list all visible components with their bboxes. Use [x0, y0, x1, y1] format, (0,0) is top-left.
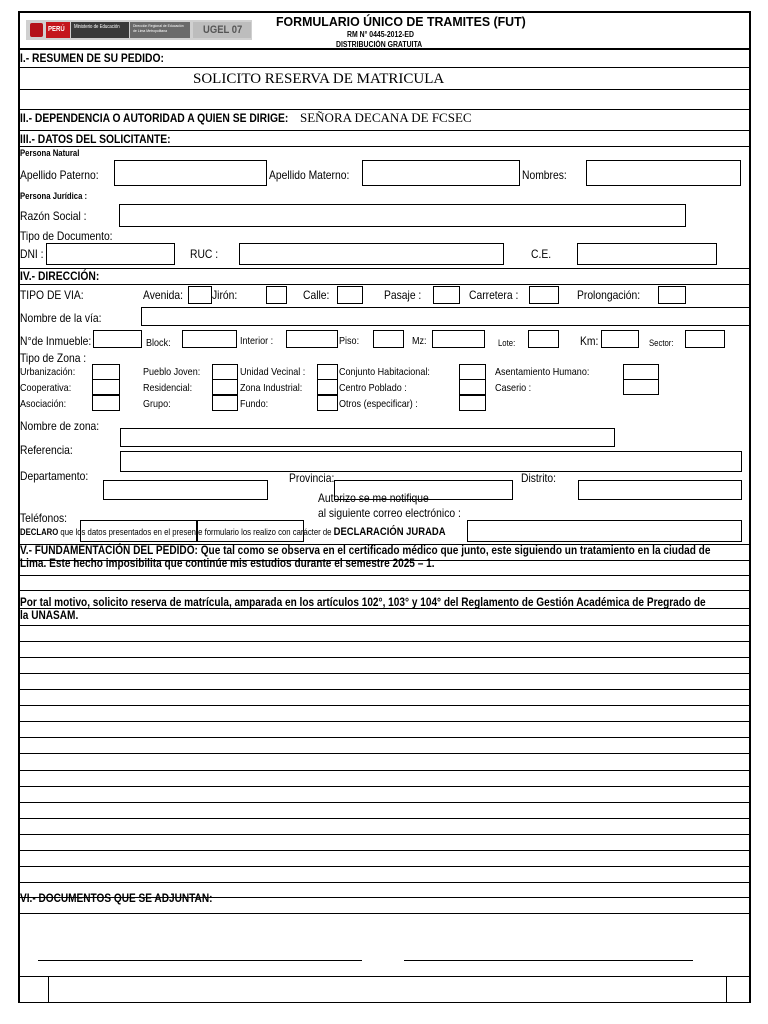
- rule: [18, 850, 749, 851]
- caserio-checkbox[interactable]: [623, 379, 659, 395]
- asociacion-checkbox[interactable]: [92, 395, 120, 411]
- rule: [18, 625, 749, 626]
- declaro-text: que los datos presentados en el presente formulario los realizo con carácter de: [58, 527, 334, 537]
- frame-bottom: [18, 1002, 751, 1003]
- otros-label: Otros (especificar) :: [339, 398, 418, 410]
- rule: [18, 737, 749, 738]
- interior-label: Interior :: [240, 335, 274, 347]
- shield-icon: [30, 23, 43, 37]
- distrito-label: Distrito:: [521, 471, 556, 485]
- referencia-field[interactable]: [120, 451, 742, 472]
- signature-line-left: [38, 960, 362, 961]
- rule: [18, 673, 749, 674]
- rule: [18, 89, 749, 90]
- unidad-vecinal-label: Unidad Vecinal :: [240, 366, 306, 378]
- n-inmueble-label: N°de Inmueble:: [20, 334, 92, 348]
- autorizo-line2: al siguiente correo electrónico :: [318, 506, 461, 520]
- rule: [18, 770, 749, 771]
- footer-divider-right: [726, 976, 727, 1002]
- conjunto-habitacional-checkbox[interactable]: [459, 364, 486, 380]
- apellido-paterno-field[interactable]: [114, 160, 267, 186]
- section3-title: III.- DATOS DEL SOLICITANTE:: [20, 132, 171, 146]
- avenida-checkbox[interactable]: [188, 286, 212, 304]
- asentamiento-humano-label: Asentamiento Humano:: [495, 366, 590, 378]
- telefonos-label: Teléfonos:: [20, 511, 68, 525]
- km-field[interactable]: [601, 330, 639, 348]
- residencial-checkbox[interactable]: [212, 379, 238, 395]
- section4-title: IV.- DIRECCIÓN:: [20, 269, 100, 283]
- departamento-field[interactable]: [103, 480, 268, 500]
- autorizo-line1: Autorizo se me notifique: [318, 491, 429, 505]
- footer-divider-left: [48, 976, 49, 1002]
- cooperativa-label: Cooperativa:: [20, 382, 72, 394]
- resumen-pedido-value[interactable]: SOLICITO RESERVA DE MATRICULA: [193, 71, 445, 87]
- piso-label: Piso:: [339, 335, 360, 347]
- residencial-label: Residencial:: [143, 382, 193, 394]
- urbanizacion-checkbox[interactable]: [92, 364, 120, 380]
- zona-industrial-checkbox[interactable]: [317, 379, 338, 395]
- nombre-zona-field[interactable]: [120, 428, 615, 447]
- pasaje-label: Pasaje :: [384, 288, 422, 302]
- block-field[interactable]: [182, 330, 237, 348]
- centro-poblado-label: Centro Poblado :: [339, 382, 407, 394]
- logo-ugel-text: UGEL 07: [203, 24, 243, 36]
- persona-natural-label: Persona Natural: [20, 148, 80, 158]
- ce-field[interactable]: [577, 243, 717, 265]
- peru-badge: [46, 22, 70, 38]
- distribucion-gratuita: DISTRIBUCIÓN GRATUITA: [336, 40, 423, 49]
- rule: [18, 913, 749, 914]
- prolongacion-label: Prolongación:: [577, 288, 641, 302]
- ministerio-badge: [71, 22, 129, 38]
- ce-label: C.E.: [531, 247, 552, 261]
- distrito-field[interactable]: [578, 480, 742, 500]
- mz-label: Mz:: [412, 335, 427, 347]
- rm-number: RM N° 0445-2012-ED: [347, 30, 414, 39]
- nombre-via-label: Nombre de la vía:: [20, 311, 102, 325]
- nombre-zona-label: Nombre de zona:: [20, 419, 100, 433]
- rule: [18, 146, 749, 147]
- conjunto-habitacional-label: Conjunto Habitacional:: [339, 366, 430, 378]
- piso-field[interactable]: [373, 330, 404, 348]
- caserio-label: Caserio :: [495, 382, 532, 394]
- fundo-label: Fundo:: [240, 398, 269, 410]
- declaro-line: [20, 527, 446, 538]
- pueblo-joven-label: Pueblo Joven:: [143, 366, 201, 378]
- asociacion-label: Asociación:: [20, 398, 67, 410]
- declaracion-jurada: DECLARACIÓN JURADA: [333, 526, 446, 538]
- rule: [18, 897, 749, 898]
- grupo-label: Grupo:: [143, 398, 171, 410]
- lote-label: Lote:: [498, 338, 516, 348]
- calle-label: Calle:: [303, 288, 330, 302]
- calle-checkbox[interactable]: [337, 286, 363, 304]
- apellido-paterno-label: Apellido Paterno:: [20, 168, 99, 182]
- rule: [18, 284, 749, 285]
- razon-social-label: Razón Social :: [20, 209, 87, 223]
- header-logo: [26, 20, 252, 40]
- rule: [18, 590, 749, 591]
- fundamentacion-line2[interactable]: Lima. Este hecho imposibilita que continúe mis estudios durante el semestre 2025 – 1.: [20, 556, 435, 570]
- rule: [18, 575, 749, 576]
- rule: [18, 753, 749, 754]
- carretera-checkbox[interactable]: [529, 286, 559, 304]
- sector-label: Sector:: [649, 338, 674, 348]
- grupo-checkbox[interactable]: [212, 395, 238, 411]
- section6-title: VI.- DOCUMENTOS QUE SE ADJUNTAN:: [20, 891, 213, 905]
- rule: [18, 130, 749, 131]
- tipo-zona-label: Tipo de Zona :: [20, 351, 87, 365]
- centro-poblado-checkbox[interactable]: [459, 379, 486, 395]
- sector-field[interactable]: [685, 330, 725, 348]
- logo-peru-text: PERÚ: [48, 26, 65, 33]
- section2-title: II.- DEPENDENCIA O AUTORIDAD A QUIEN SE DIRIGE:: [20, 111, 289, 125]
- frame-top: [18, 11, 751, 13]
- dni-label: DNI :: [20, 247, 44, 261]
- ruc-field[interactable]: [239, 243, 504, 265]
- rule: [18, 268, 749, 269]
- interior-field[interactable]: [286, 330, 338, 348]
- dni-field[interactable]: [46, 243, 175, 265]
- nombres-field[interactable]: [586, 160, 741, 186]
- dre-badge: [130, 22, 190, 38]
- rule: [18, 721, 749, 722]
- block-label: Block:: [146, 337, 171, 349]
- rule: [18, 882, 749, 883]
- rule: [18, 657, 749, 658]
- pueblo-joven-checkbox[interactable]: [212, 364, 238, 380]
- lote-field[interactable]: [528, 330, 559, 348]
- carretera-label: Carretera :: [469, 288, 519, 302]
- rule: [18, 67, 749, 68]
- signature-line-right: [404, 960, 693, 961]
- fundamentacion-line1[interactable]: Que tal como se observa en el certificado médico que junto, este siguiendo un tratamiento en la ciudad de: [197, 543, 711, 557]
- provincia-label: Provincia:: [289, 471, 335, 485]
- jiron-label: Jirón:: [212, 288, 238, 302]
- avenida-label: Avenida:: [143, 288, 183, 302]
- rule: [18, 48, 751, 50]
- logo-dre-text: Dirección Regional de Educación de Lima Metropolitana: [133, 23, 184, 33]
- persona-juridica-label: Persona Jurídica :: [20, 191, 88, 201]
- fundo-checkbox[interactable]: [317, 395, 338, 411]
- declaro-word: DECLARO: [20, 527, 59, 537]
- zona-industrial-label: Zona Industrial:: [240, 382, 303, 394]
- pasaje-checkbox[interactable]: [433, 286, 460, 304]
- dependencia-value[interactable]: SEÑORA DECANA DE FCSEC: [300, 110, 472, 125]
- rule: [18, 976, 751, 977]
- km-label: Km:: [580, 334, 599, 348]
- apellido-materno-label: Apellido Materno:: [269, 168, 350, 182]
- cooperativa-checkbox[interactable]: [92, 379, 120, 395]
- asentamiento-humano-checkbox[interactable]: [623, 364, 659, 380]
- rule: [18, 608, 749, 609]
- ruc-label: RUC :: [190, 247, 219, 261]
- prolongacion-checkbox[interactable]: [658, 286, 686, 304]
- correo-field[interactable]: [467, 520, 742, 542]
- rule: [18, 560, 749, 561]
- ugel-badge: [193, 22, 251, 38]
- nombre-via-field[interactable]: [141, 307, 750, 326]
- rule: [18, 689, 749, 690]
- rule: [18, 641, 749, 642]
- nombres-label: Nombres:: [522, 168, 567, 182]
- rule: [18, 786, 749, 787]
- mz-field[interactable]: [432, 330, 485, 348]
- otros-checkbox[interactable]: [459, 395, 486, 411]
- n-inmueble-field[interactable]: [93, 330, 142, 348]
- apellido-materno-field[interactable]: [362, 160, 520, 186]
- departamento-label: Departamento:: [20, 469, 89, 483]
- referencia-label: Referencia:: [20, 443, 73, 457]
- rule: [18, 802, 749, 803]
- frame-right: [749, 12, 751, 1002]
- rule: [18, 705, 749, 706]
- logo-ministerio-text: Ministerio de Educación: [74, 24, 120, 30]
- form-title: FORMULARIO ÚNICO DE TRAMITES (FUT): [276, 14, 526, 29]
- tipo-documento-label: Tipo de Documento:: [20, 229, 113, 243]
- fundamentacion-line4[interactable]: la UNASAM.: [20, 608, 79, 622]
- section1-title: I.- RESUMEN DE SU PEDIDO:: [20, 51, 164, 65]
- fundamentacion-line3[interactable]: Por tal motivo, solicito reserva de matrícula, amparada en los artículos 102°, 103° y 104° del Reglamento de Gestión Académica de Pregrado de: [20, 595, 706, 609]
- tipo-via-label: TIPO DE VIA:: [20, 288, 84, 302]
- unidad-vecinal-checkbox[interactable]: [317, 364, 338, 380]
- razon-social-field[interactable]: [119, 204, 686, 227]
- section5-title: V.- FUNDAMENTACIÓN DEL PEDIDO:: [20, 543, 198, 557]
- frame-left: [18, 12, 20, 1002]
- rule: [18, 866, 749, 867]
- rule: [18, 834, 749, 835]
- urbanizacion-label: Urbanización:: [20, 366, 76, 378]
- rule: [18, 818, 749, 819]
- jiron-checkbox[interactable]: [266, 286, 287, 304]
